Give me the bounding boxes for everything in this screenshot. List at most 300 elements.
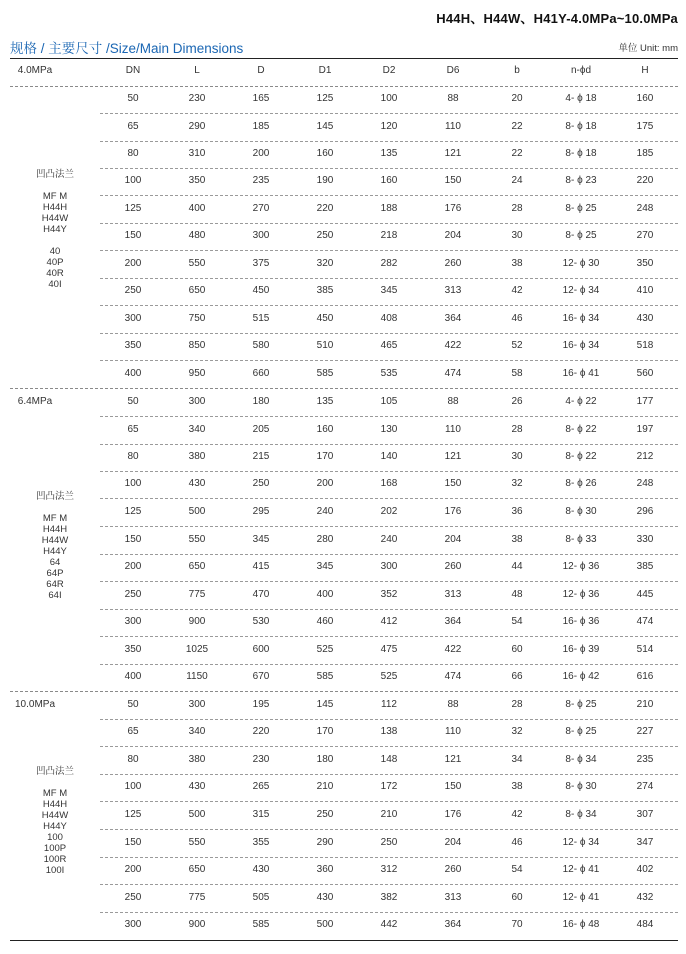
table-cell: 121 xyxy=(444,148,462,159)
table-cell: 8- ϕ 18 xyxy=(565,148,597,159)
table-cell: 8- ϕ 33 xyxy=(565,534,597,545)
table-cell: 24 xyxy=(511,175,523,186)
table-cell: 430 xyxy=(636,313,654,324)
table-cell: 850 xyxy=(188,340,206,351)
table-cell: 66 xyxy=(511,671,523,682)
table-cell: 210 xyxy=(380,809,398,820)
table-cell: 8- ϕ 26 xyxy=(565,478,597,489)
table-cell: 125 xyxy=(124,203,142,214)
table-cell: 345 xyxy=(316,561,334,572)
table-cell: 165 xyxy=(252,93,270,104)
table-cell: 46 xyxy=(511,837,523,848)
table-cell: 380 xyxy=(188,451,206,462)
table-cell: 8- ϕ 30 xyxy=(565,506,597,517)
table-cell: 505 xyxy=(252,892,270,903)
table-cell: 430 xyxy=(316,892,334,903)
table-cell: 110 xyxy=(445,424,461,435)
table-cell: 172 xyxy=(380,781,398,792)
table-cell: 168 xyxy=(380,478,398,489)
table-cell: 364 xyxy=(444,919,462,930)
table-cell: 585 xyxy=(252,919,270,930)
flange-type-line: 40P xyxy=(46,257,64,268)
column-header: L xyxy=(194,65,200,76)
table-cell: 585 xyxy=(316,368,334,379)
table-cell: 550 xyxy=(188,534,206,545)
table-cell: 8- ϕ 34 xyxy=(565,809,597,820)
table-cell: 65 xyxy=(127,726,139,737)
row-separator xyxy=(100,195,678,196)
table-cell: 240 xyxy=(380,534,398,545)
flange-type-line: MF M xyxy=(42,788,68,799)
table-cell: 350 xyxy=(124,644,142,655)
table-cell: 12- ϕ 34 xyxy=(562,837,600,848)
table-cell: 110 xyxy=(445,726,461,737)
table-cell: 46 xyxy=(511,313,523,324)
table-cell: 200 xyxy=(316,478,334,489)
table-cell: 227 xyxy=(636,726,654,737)
table-cell: 38 xyxy=(511,534,523,545)
flange-type-line: H44Y xyxy=(43,821,67,832)
table-cell: 202 xyxy=(380,506,398,517)
flange-type-line: 40 xyxy=(49,246,61,257)
table-cell: 750 xyxy=(188,313,206,324)
table-cell: 12- ϕ 41 xyxy=(562,892,600,903)
table-cell: 130 xyxy=(380,424,398,435)
table-cell: 4- ϕ 18 xyxy=(565,93,597,104)
table-cell: 250 xyxy=(316,809,334,820)
table-cell: 313 xyxy=(444,892,462,903)
table-cell: 775 xyxy=(188,589,206,600)
table-cell: 470 xyxy=(252,589,270,600)
flange-type-line: H44W xyxy=(41,535,69,546)
table-cell: 345 xyxy=(380,285,398,296)
table-cell: 44 xyxy=(511,561,523,572)
table-cell: 8- ϕ 22 xyxy=(565,451,597,462)
table-cell: 355 xyxy=(252,837,270,848)
table-cell: 26 xyxy=(511,396,523,407)
table-cell: 430 xyxy=(188,781,206,792)
row-separator xyxy=(100,636,678,637)
table-cell: 48 xyxy=(511,589,523,600)
table-cell: 8- ϕ 25 xyxy=(565,699,597,710)
table-cell: 204 xyxy=(444,230,462,241)
table-cell: 352 xyxy=(380,589,398,600)
table-cell: 112 xyxy=(381,699,397,710)
table-cell: 200 xyxy=(252,148,270,159)
pressure-label: 10.0MPa xyxy=(14,699,56,710)
row-separator xyxy=(100,113,678,114)
flange-type-list xyxy=(10,491,100,601)
flange-type-line: 100P xyxy=(43,843,67,854)
table-cell: 60 xyxy=(511,644,523,655)
table-cell: 20 xyxy=(511,93,523,104)
table-cell: 230 xyxy=(252,754,270,765)
table-cell: 185 xyxy=(252,121,270,132)
table-cell: 550 xyxy=(188,837,206,848)
flange-type-line: 凹凸法兰 xyxy=(35,766,74,777)
spacer xyxy=(10,502,100,513)
table-cell: 170 xyxy=(316,451,334,462)
table-top-rule xyxy=(10,58,678,59)
pressure-label: 6.4MPa xyxy=(17,396,53,407)
table-cell: 510 xyxy=(316,340,334,351)
row-separator xyxy=(100,912,678,913)
unit-label: 单位 Unit: mm xyxy=(618,43,678,54)
table-cell: 8- ϕ 34 xyxy=(565,754,597,765)
table-bottom-rule xyxy=(10,940,678,941)
table-cell: 120 xyxy=(380,121,398,132)
table-cell: 900 xyxy=(188,919,206,930)
table-cell: 235 xyxy=(636,754,654,765)
flange-type-list xyxy=(10,169,100,290)
table-cell: 34 xyxy=(511,754,523,765)
table-cell: 296 xyxy=(636,506,654,517)
table-cell: 32 xyxy=(511,726,523,737)
table-cell: 585 xyxy=(316,671,334,682)
table-cell: 22 xyxy=(511,121,523,132)
table-cell: 235 xyxy=(252,175,270,186)
table-cell: 145 xyxy=(316,121,334,132)
table-cell: 210 xyxy=(636,699,654,710)
spacer xyxy=(10,777,100,788)
table-cell: 400 xyxy=(124,368,142,379)
table-cell: 250 xyxy=(124,892,142,903)
table-cell: 364 xyxy=(444,616,462,627)
table-cell: 135 xyxy=(380,148,398,159)
table-cell: 100 xyxy=(124,781,142,792)
table-cell: 42 xyxy=(511,285,523,296)
table-cell: 88 xyxy=(447,396,459,407)
table-cell: 260 xyxy=(444,258,462,269)
table-cell: 38 xyxy=(511,781,523,792)
table-cell: 350 xyxy=(188,175,206,186)
table-cell: 54 xyxy=(511,616,523,627)
table-cell: 650 xyxy=(188,864,206,875)
table-cell: 188 xyxy=(380,203,398,214)
table-cell: 248 xyxy=(636,203,654,214)
flange-type-line: H44W xyxy=(41,213,69,224)
flange-type-line: 100 xyxy=(47,832,63,843)
section-title: 规格 / 主要尺寸 /Size/Main Dimensions xyxy=(10,41,244,56)
table-cell: 430 xyxy=(188,478,206,489)
table-cell: 360 xyxy=(316,864,334,875)
row-separator xyxy=(100,664,678,665)
row-separator xyxy=(100,168,678,169)
table-cell: 160 xyxy=(316,424,334,435)
table-cell: 8- ϕ 23 xyxy=(565,175,597,186)
table-cell: 250 xyxy=(252,478,270,489)
table-cell: 150 xyxy=(124,230,142,241)
document-title: H44H、H44W、H41Y-4.0MPa~10.0MPa xyxy=(436,11,678,26)
flange-type-line: H44H xyxy=(42,202,68,213)
table-cell: 150 xyxy=(124,534,142,545)
group-separator xyxy=(10,86,678,87)
row-separator xyxy=(100,581,678,582)
flange-type-line: H44H xyxy=(42,524,68,535)
table-cell: 150 xyxy=(444,175,462,186)
table-cell: 210 xyxy=(316,781,334,792)
table-cell: 330 xyxy=(636,534,654,545)
table-cell: 38 xyxy=(511,258,523,269)
table-cell: 775 xyxy=(188,892,206,903)
table-cell: 270 xyxy=(636,230,654,241)
table-cell: 220 xyxy=(636,175,654,186)
table-cell: 50 xyxy=(127,396,139,407)
flange-type-line: 40I xyxy=(48,279,62,290)
table-cell: 200 xyxy=(124,864,142,875)
table-cell: 250 xyxy=(124,285,142,296)
table-cell: 8- ϕ 22 xyxy=(565,424,597,435)
row-separator xyxy=(100,278,678,279)
table-cell: 450 xyxy=(316,313,334,324)
table-cell: 340 xyxy=(188,726,206,737)
row-separator xyxy=(100,498,678,499)
table-cell: 204 xyxy=(444,837,462,848)
table-cell: 240 xyxy=(316,506,334,517)
table-cell: 442 xyxy=(380,919,398,930)
table-cell: 307 xyxy=(636,809,654,820)
table-cell: 28 xyxy=(511,424,523,435)
row-separator xyxy=(100,444,678,445)
table-cell: 65 xyxy=(127,424,139,435)
table-cell: 290 xyxy=(316,837,334,848)
table-cell: 125 xyxy=(124,809,142,820)
table-cell: 525 xyxy=(380,671,398,682)
table-cell: 200 xyxy=(124,258,142,269)
table-cell: 204 xyxy=(444,534,462,545)
table-cell: 382 xyxy=(380,892,398,903)
table-cell: 660 xyxy=(252,368,270,379)
table-cell: 8- ϕ 30 xyxy=(565,781,597,792)
table-cell: 195 xyxy=(252,699,270,710)
table-cell: 12- ϕ 30 xyxy=(562,258,600,269)
pressure-label: 4.0MPa xyxy=(17,65,53,76)
spacer xyxy=(10,180,100,191)
table-cell: 200 xyxy=(124,561,142,572)
table-cell: 54 xyxy=(511,864,523,875)
table-cell: 70 xyxy=(511,919,523,930)
flange-type-line: 凹凸法兰 xyxy=(35,491,74,502)
row-separator xyxy=(100,305,678,306)
table-cell: 105 xyxy=(380,396,398,407)
table-cell: 282 xyxy=(380,258,398,269)
table-cell: 295 xyxy=(252,506,270,517)
table-cell: 450 xyxy=(252,285,270,296)
table-cell: 30 xyxy=(511,451,523,462)
table-cell: 60 xyxy=(511,892,523,903)
flange-type-line: 64R xyxy=(46,579,64,590)
table-cell: 135 xyxy=(316,396,334,407)
row-separator xyxy=(100,774,678,775)
table-cell: 197 xyxy=(636,424,654,435)
table-cell: 364 xyxy=(444,313,462,324)
table-cell: 312 xyxy=(380,864,398,875)
table-cell: 313 xyxy=(444,589,462,600)
row-separator xyxy=(100,829,678,830)
table-cell: 347 xyxy=(636,837,654,848)
table-cell: 475 xyxy=(380,644,398,655)
table-cell: 8- ϕ 25 xyxy=(565,230,597,241)
flange-type-line: H44Y xyxy=(43,546,67,557)
flange-type-line: MF M xyxy=(42,191,68,202)
table-cell: 215 xyxy=(252,451,270,462)
table-cell: 250 xyxy=(124,589,142,600)
spacer xyxy=(10,235,100,246)
table-cell: 465 xyxy=(380,340,398,351)
row-separator xyxy=(100,554,678,555)
table-cell: 430 xyxy=(252,864,270,875)
table-cell: 110 xyxy=(445,121,461,132)
table-cell: 518 xyxy=(636,340,654,351)
column-header: DN xyxy=(125,65,141,76)
table-cell: 412 xyxy=(380,616,398,627)
table-cell: 250 xyxy=(380,837,398,848)
table-cell: 205 xyxy=(252,424,270,435)
table-cell: 500 xyxy=(188,506,206,517)
table-cell: 300 xyxy=(380,561,398,572)
row-separator xyxy=(100,471,678,472)
table-cell: 125 xyxy=(316,93,334,104)
table-cell: 385 xyxy=(636,561,654,572)
table-cell: 313 xyxy=(444,285,462,296)
table-cell: 422 xyxy=(444,644,462,655)
flange-type-list xyxy=(10,766,100,876)
table-cell: 580 xyxy=(252,340,270,351)
table-cell: 530 xyxy=(252,616,270,627)
table-cell: 190 xyxy=(316,175,334,186)
table-cell: 176 xyxy=(444,203,462,214)
table-cell: 8- ϕ 25 xyxy=(565,726,597,737)
table-cell: 310 xyxy=(188,148,206,159)
row-separator xyxy=(100,416,678,417)
table-cell: 500 xyxy=(316,919,334,930)
table-cell: 16- ϕ 34 xyxy=(562,340,600,351)
table-cell: 176 xyxy=(444,809,462,820)
table-cell: 16- ϕ 48 xyxy=(562,919,600,930)
table-cell: 265 xyxy=(252,781,270,792)
row-separator xyxy=(100,526,678,527)
table-cell: 65 xyxy=(127,121,139,132)
column-header: D1 xyxy=(318,65,332,76)
table-cell: 560 xyxy=(636,368,654,379)
table-cell: 16- ϕ 34 xyxy=(562,313,600,324)
table-cell: 340 xyxy=(188,424,206,435)
table-cell: 300 xyxy=(124,313,142,324)
table-cell: 185 xyxy=(636,148,654,159)
table-cell: 100 xyxy=(124,175,142,186)
table-cell: 375 xyxy=(252,258,270,269)
table-cell: 650 xyxy=(188,285,206,296)
row-separator xyxy=(100,360,678,361)
table-cell: 145 xyxy=(316,699,334,710)
table-cell: 32 xyxy=(511,478,523,489)
row-separator xyxy=(100,746,678,747)
table-cell: 125 xyxy=(124,506,142,517)
table-cell: 300 xyxy=(188,396,206,407)
table-cell: 415 xyxy=(252,561,270,572)
table-cell: 535 xyxy=(380,368,398,379)
row-separator xyxy=(100,333,678,334)
table-cell: 121 xyxy=(444,451,462,462)
table-cell: 160 xyxy=(316,148,334,159)
table-cell: 550 xyxy=(188,258,206,269)
column-header: D2 xyxy=(382,65,396,76)
flange-type-line: H44Y xyxy=(43,224,67,235)
table-cell: 150 xyxy=(124,837,142,848)
table-cell: 212 xyxy=(636,451,654,462)
table-cell: 148 xyxy=(380,754,398,765)
table-cell: 42 xyxy=(511,809,523,820)
table-cell: 230 xyxy=(188,93,206,104)
table-cell: 300 xyxy=(188,699,206,710)
table-cell: 100 xyxy=(380,93,398,104)
table-cell: 260 xyxy=(444,561,462,572)
table-cell: 160 xyxy=(636,93,654,104)
table-cell: 121 xyxy=(444,754,462,765)
flange-type-line: 64I xyxy=(48,590,62,601)
table-cell: 1025 xyxy=(185,644,209,655)
table-cell: 474 xyxy=(636,616,654,627)
table-cell: 250 xyxy=(316,230,334,241)
table-cell: 900 xyxy=(188,616,206,627)
table-cell: 270 xyxy=(252,203,270,214)
table-cell: 16- ϕ 41 xyxy=(562,368,600,379)
table-cell: 315 xyxy=(252,809,270,820)
table-cell: 515 xyxy=(252,313,270,324)
table-cell: 300 xyxy=(124,919,142,930)
row-separator xyxy=(100,719,678,720)
table-cell: 140 xyxy=(380,451,398,462)
table-cell: 138 xyxy=(380,726,398,737)
table-cell: 408 xyxy=(380,313,398,324)
row-separator xyxy=(100,141,678,142)
table-cell: 50 xyxy=(127,93,139,104)
table-cell: 180 xyxy=(252,396,270,407)
table-cell: 30 xyxy=(511,230,523,241)
table-cell: 218 xyxy=(380,230,398,241)
flange-type-line: 64P xyxy=(46,568,64,579)
table-cell: 4- ϕ 22 xyxy=(565,396,597,407)
table-cell: 248 xyxy=(636,478,654,489)
table-cell: 80 xyxy=(127,754,139,765)
table-cell: 500 xyxy=(188,809,206,820)
table-cell: 260 xyxy=(444,864,462,875)
flange-type-line: 100R xyxy=(43,854,67,865)
table-cell: 280 xyxy=(316,534,334,545)
table-cell: 300 xyxy=(252,230,270,241)
table-cell: 400 xyxy=(124,671,142,682)
table-cell: 445 xyxy=(636,589,654,600)
row-separator xyxy=(100,250,678,251)
table-cell: 12- ϕ 41 xyxy=(562,864,600,875)
table-cell: 220 xyxy=(252,726,270,737)
table-cell: 100 xyxy=(124,478,142,489)
table-cell: 480 xyxy=(188,230,206,241)
flange-type-line: 100I xyxy=(45,865,65,876)
table-cell: 16- ϕ 39 xyxy=(562,644,600,655)
table-cell: 36 xyxy=(511,506,523,517)
table-cell: 52 xyxy=(511,340,523,351)
table-cell: 474 xyxy=(444,671,462,682)
table-cell: 300 xyxy=(124,616,142,627)
table-cell: 400 xyxy=(316,589,334,600)
group-separator xyxy=(10,388,678,389)
column-header: D6 xyxy=(446,65,460,76)
table-cell: 16- ϕ 42 xyxy=(562,671,600,682)
table-cell: 8- ϕ 25 xyxy=(565,203,597,214)
table-cell: 150 xyxy=(444,478,462,489)
table-cell: 422 xyxy=(444,340,462,351)
